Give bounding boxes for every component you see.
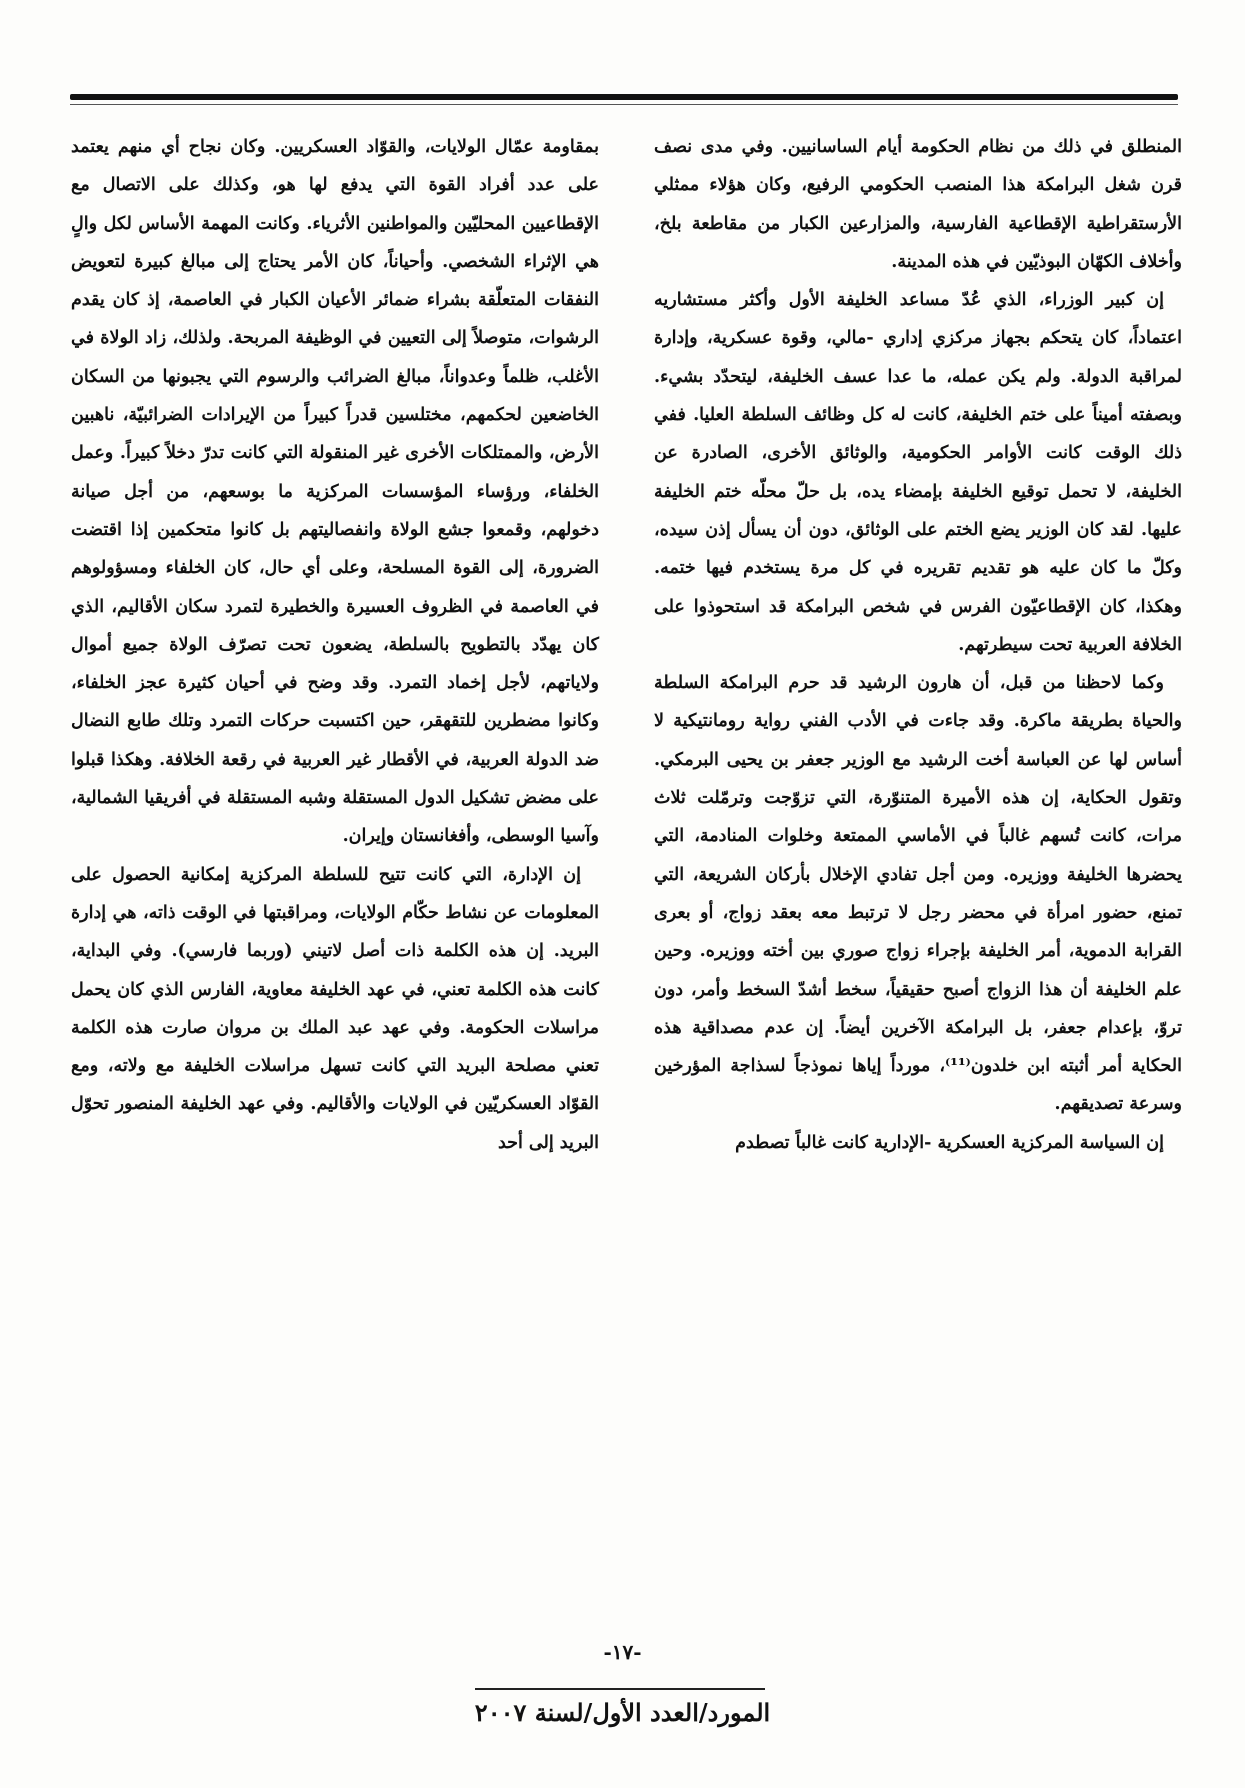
right-column [654, 128, 1182, 1162]
left-column [71, 128, 599, 1162]
journal-citation: المورد/العدد الأول/لسنة ٢٠٠٧ [474, 1698, 771, 1727]
paragraph: إن الإدارة، التي كانت تتيح للسلطة المركزية إمكانية الحصول على المعلومات عن نشاط حكّام الولايات، ومراقبتها في الوقت ذاته، هي إدارة البريد. إن هذه الكلمة ذات أصل لاتيني (وربما فارسي). وفي البداية، كانت هذه الكلمة تعني، في عهد الخليفة معاوية، الفارس الذي كان يحمل مراسلات الحكومة. وفي عهد عبد الملك بن مروان صارت هذه الكلمة تعني مصلحة البريد التي كانت تسهل مراسلات الخليفة مع ولاته، ومع القوّاد العسكريّين في الولايات والأقاليم. وفي عهد الخليفة المنصور تحوّل البريد إلى أحد [71, 864, 599, 1153]
paragraph: إن كبير الوزراء، الذي عُدّ مساعد الخليفة الأول وأكثر مستشاريه اعتماداً، كان يتحكم بجهاز مركزي إداري -مالي، وقوة عسكرية، وإدارة لمراقبة الدولة. ولم يكن عمله، ما عدا عسف الخليفة، ليتحدّد بشيء. وبصفته أميناً على ختم الخليفة، كانت له كل وظائف السلطة العليا. ففي ذلك الوقت كانت الأوامر الحكومية، والوثائق الأخرى، الصادرة عن الخليفة، لا تحمل توقيع الخليفة بإمضاء يده، بل حلّ محلّه ختم الخليفة عليها. لقد كان الوزير يضع الختم على الوثائق، دون أن يسأل إذن سيده، وكلّ ما كان عليه هو تقديم تقريره في كل مرة يستخدم فيها ختمه. وهكذا، كان الإقطاعيّون الفرس في شخص البرامكة قد استحوذوا على الخلافة العربية تحت سيطرتهم. [654, 290, 1182, 655]
paragraph: بمقاومة عمّال الولايات، والقوّاد العسكريين. وكان نجاح أي منهم يعتمد على عدد أفراد القوة التي يدفع لها هو، وكذلك على الاتصال مع الإقطاعيين المحليّين والمواطنين الأثرياء. وكانت المهمة الأساس لكل والٍ هي الإثراء الشخصي. وأحياناً، كان الأمر يحتاج إلى مبالغ كبيرة لتعويض النفقات المتعلّقة بشراء ضمائر الأعيان الكبار في العاصمة، إذ كان يقدم الرشوات، متوصلاً إلى التعيين في الوظيفة المربحة. ولذلك، زاد الولاة في الأغلب، ظلماً وعدواناً، مبالغ الضرائب والرسوم التي يجبونها من السكان الخاضعين لحكمهم، مختلسين قدراً كبيراً من الإيرادات الضرائبيّة، ناهبين الأرض، والممتلكات الأخرى غير المنقولة التي كانت تدرّ دخلاً كبيراً. وعمل الخلفاء، ورؤساء المؤسسات المركزية ما بوسعهم، من أجل صيانة دخولهم، وقمعوا جشع الولاة وانفصاليتهم بل كانوا متحكمين إذا اقتضت الضرورة، إلى القوة المسلحة، وعلى أي حال، كان الخلفاء ومسؤولوهم في العاصمة في الظروف العسيرة والخطيرة لتمرد سكان الأقاليم، الذي كان يهدّد بالتطويح بالسلطة، يضعون تحت تصرّف الولاة جميع أموال ولاياتهم، لأجل إخماد التمرد. وقد وضح في أحيان كثيرة عجز الخلفاء، وكانوا مضطرين للتقهقر، حين اكتسبت حركات التمرد وتلك طابع النضال ضد الدولة العربية، في الأقطار غير العربية في رقعة الخلافة. وهكذا قبلوا على مضض تشكيل الدول المستقلة وشبه المستقلة في أفريقيا الشمالية، وآسيا الوسطى، وأفغانستان وإيران. [71, 137, 599, 847]
page-number: -١٧- [603, 1640, 642, 1664]
paragraph: وكما لاحظنا من قبل، أن هارون الرشيد قد حرم البرامكة السلطة والحياة بطريقة ماكرة. وقد جاءت في الأدب الفني رواية رومانتيكية لا أساس لها عن العباسة أخت الرشيد مع الوزير جعفر بن يحيى البرمكي. وتقول الحكاية، إن هذه الأميرة المتنوّرة، التي تزوّجت وترمّلت ثلاث مرات، كانت تُسهم غالباً في الأماسي الممتعة وخلوات المنادمة، التي يحضرها الخليفة ووزيره. ومن أجل تفادي الإخلال بأركان الشريعة، التي تمنع، حضور امرأة في محضر رجل لا ترتبط معه بعقد زواج، أو بعرى القرابة الدموية، أمر الخليفة بإجراء زواج صوري بين أخته ووزيره. وحين علم الخليفة أن هذا الزواج أصبح حقيقياً، سخط أشدّ السخط وأمر، دون تروّ، بإعدام جعفر، بل البرامكة الآخرين أيضاً. إن عدم مصداقية هذه الحكاية أمر أثبته ابن خلدون⁽¹¹⁾، مورداً إياها نموذجاً لسذاجة المؤرخين وسرعة تصديقهم. [654, 673, 1183, 1115]
header-rule [70, 94, 1178, 100]
paragraph: إن السياسة المركزية العسكرية -الإدارية كانت غالباً تصطدم [735, 1132, 1164, 1153]
header-rule-thin [70, 104, 1178, 105]
paragraph: المنطلق في ذلك من نظام الحكومة أيام الساسانيين. وفي مدى نصف قرن شغل البرامكة هذا المنصب الحكومي الرفيع، وكان هؤلاء ممثلي الأرستقراطية الإقطاعية الفارسية، والمزارعين الكبار من مقاطعة بلخ، وأخلاف الكهّان البوذيّين في هذه المدينة. [654, 137, 1182, 272]
footer-rule [475, 1688, 765, 1690]
